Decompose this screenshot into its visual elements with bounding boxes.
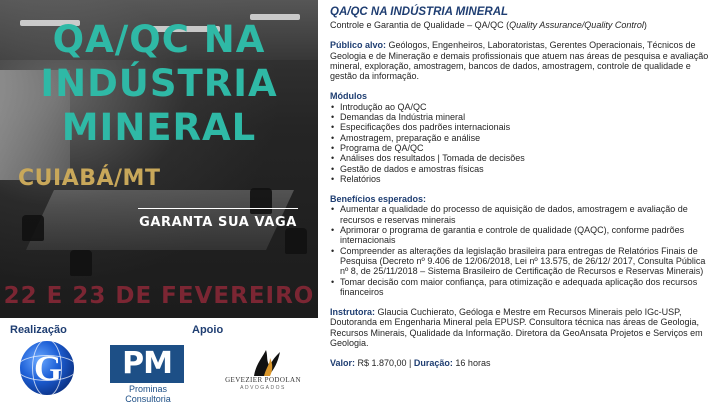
audience-section xyxy=(330,40,712,81)
chair-decor xyxy=(285,228,307,254)
event-dates: 22 E 23 DE FEVEREIRO xyxy=(3,283,315,309)
subtitle-prefix: Controle e Garantia de Qualidade – QA/QC ( xyxy=(330,20,510,30)
duration-label: Duração: xyxy=(413,358,453,369)
gevezier-name: GEVEZIER PODOLAN xyxy=(225,376,301,384)
list-item: • Relatórios xyxy=(330,174,712,184)
modules-section xyxy=(330,91,712,184)
list-item: • Demandas da Indústria mineral xyxy=(330,112,712,122)
prominas-caption: Prominas Consultoria xyxy=(125,384,171,404)
banner-title-line-3: MINERAL xyxy=(61,106,257,149)
list-item: • Compreender as alterações da legislação brasileira para entregas de Relatórios Finais de Pesquisa (Decreto nº 9.406 de 12/06/2018, Lei nº 13.575, de 26/12/ 2017, Consulta Pública nº 8, de 25/11/2018 – Sistema Brasileiro de Certificação de Recursos e Reservas Minerais) xyxy=(330,246,712,277)
list-item: • Amostragem, preparação e análise xyxy=(330,133,712,143)
event-banner xyxy=(0,0,318,318)
banner-title-line-2: INDÚSTRIA xyxy=(40,62,278,105)
list-item: • Análises dos resultados | Tomada de decisões xyxy=(330,153,712,163)
audience-text: Geólogos, Engenheiros, Laboratoristas, Gerentes Operacionais, Técnicos de Geologia e de Mineração e demais profissionais que atuem nas áreas de pesquisa e avaliação mineral, exploração, amostragem, bancos de dados, amostragem, controle de qualidade e gestão da informação. xyxy=(330,40,709,82)
gevezier-subtitle: ADVOGADOS xyxy=(240,385,286,391)
benefits-list xyxy=(330,204,712,297)
realizacao-label: Realização xyxy=(10,324,67,336)
instructor-text: Glaucia Cuchierato, Geóloga e Mestre em Recursos Minerais pelo IGc-USP, Doutoranda em Engenharia Mineral pela EPUSP. Consultora técnica nas áreas de Geologia, Recursos Minerais, Qualidade da Informação. Diretora da GeoAnsata Projetos e Serviços em Geologia. xyxy=(330,307,703,349)
prominas-logo xyxy=(110,345,184,383)
apoio-label: Apoio xyxy=(192,324,224,336)
duration-value: 16 horas xyxy=(452,358,491,369)
instructor-section xyxy=(330,307,712,348)
course-details xyxy=(330,6,712,369)
price-label: Valor: xyxy=(330,358,356,369)
list-item: • Aprimorar o programa de garantia e controle de qualidade (QAQC), conforme padrões internacionais xyxy=(330,225,712,246)
globe-g-icon: G xyxy=(34,348,63,388)
subtitle-suffix: ) xyxy=(643,20,647,30)
price-duration xyxy=(330,358,712,368)
modules-list xyxy=(330,102,712,184)
instructor-label: Instrutora: xyxy=(330,307,375,318)
chair-decor xyxy=(70,250,92,276)
list-item: • Programa de QA/QC xyxy=(330,143,712,153)
list-item: • Especificações dos padrões internacionais xyxy=(330,122,712,132)
subtitle-italic: Quality Assurance/Quality Control xyxy=(509,20,644,30)
price-value: R$ 1.870,00 | xyxy=(355,358,414,369)
banner-city: CUIABÁ/MT xyxy=(18,166,161,191)
list-item: • Gestão de dados e amostras físicas xyxy=(330,164,712,174)
audience-label: Público alvo: xyxy=(330,40,387,51)
geoansata-logo xyxy=(20,341,74,395)
banner-title-line-1: QA/QC NA xyxy=(52,18,266,61)
prominas-logo-text: PM xyxy=(122,346,172,381)
course-title: QA/QC NA INDÚSTRIA MINERAL xyxy=(330,6,509,18)
register-cta[interactable]: GARANTA SUA VAGA xyxy=(138,208,298,230)
list-item: • Tomar decisão com maior confiança, para otimização e adequada aplicação dos recursos financeiros xyxy=(330,277,712,298)
list-item: • Aumentar a qualidade do processo de aquisição de dados, amostragem e avaliação de recursos e reservas minerais xyxy=(330,204,712,225)
flame-logo-icon xyxy=(246,340,286,378)
chair-decor xyxy=(22,215,44,241)
list-item: • Introdução ao QA/QC xyxy=(330,102,712,112)
benefits-section xyxy=(330,194,712,297)
benefits-label: Benefícios esperados: xyxy=(330,194,427,205)
course-subtitle xyxy=(330,20,712,30)
modules-label: Módulos xyxy=(330,91,367,102)
